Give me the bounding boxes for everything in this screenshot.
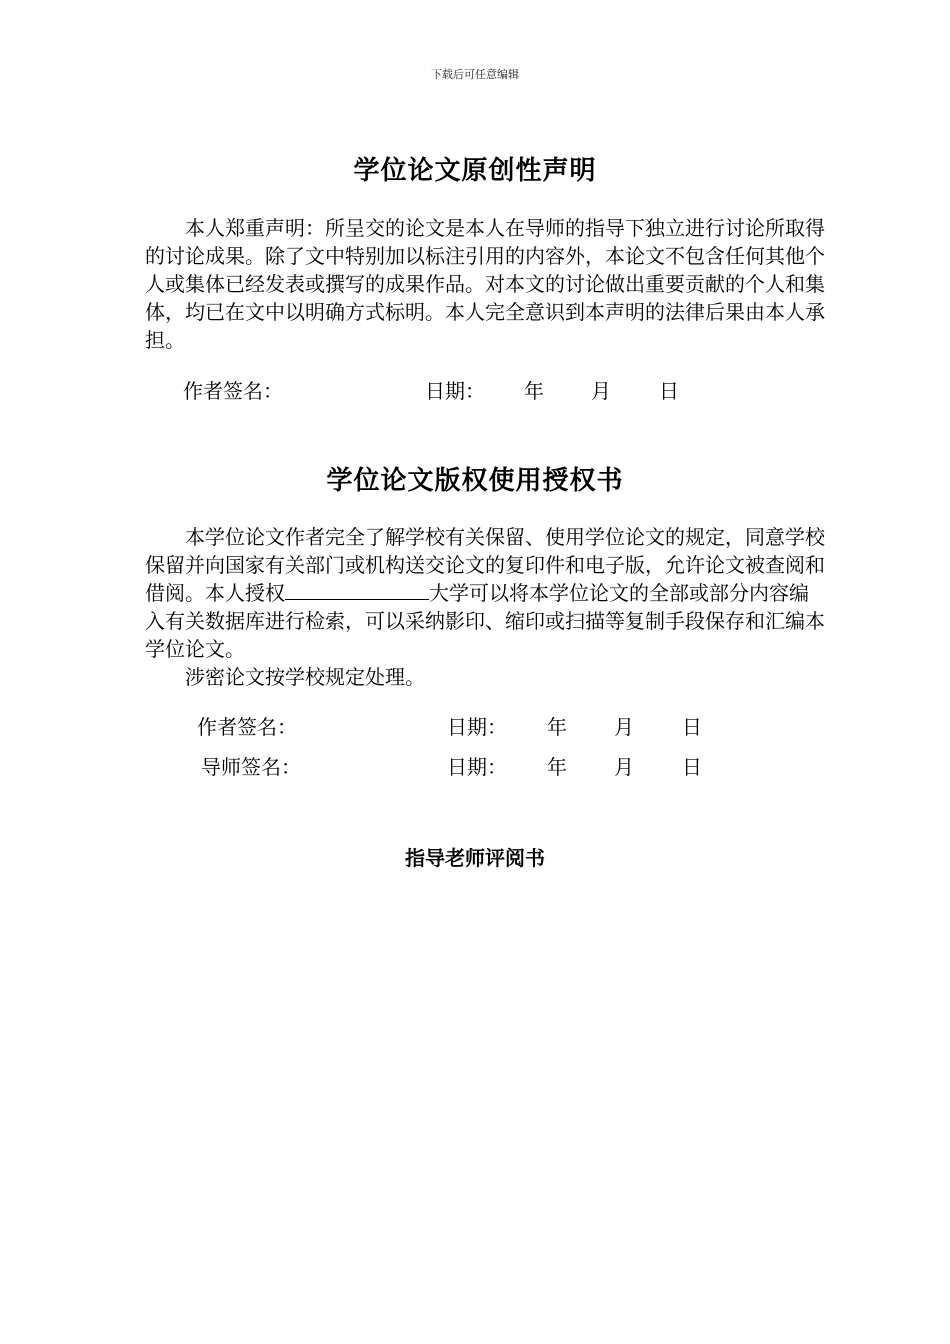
declaration-title: 学位论文原创性声明: [353, 156, 597, 186]
authorization-text-part2: 大学可以将本学位论文的全部或部分内容编入有关数据库进行检索，可以采纳影印、缩印或扫描等复制手段保存和汇编本学位论文。: [145, 581, 825, 661]
author-sign-label: 作者签名：: [183, 379, 283, 403]
author-sign-label: 作者签名：: [197, 715, 297, 739]
header-note: 下载后可任意编辑: [431, 68, 519, 81]
year-label: 年: [547, 755, 567, 779]
authorization-title: 学位论文版权使用授权书: [326, 466, 624, 496]
advisor-sign-row: [0, 753, 950, 781]
author-sign-row: [0, 713, 950, 741]
authorization-paragraph: [145, 523, 825, 691]
day-label: 日: [682, 755, 702, 779]
day-label: 日: [659, 379, 679, 403]
secret-note: 涉密论文按学校规定处理。: [185, 665, 425, 689]
authorization-text-part1: 本学位论文作者完全了解学校有关保留、使用学位论文的规定，同意学校保留并向国家有关部门或机构送交论文的复印件和电子版，允许论文被查阅和借阅。本人授权: [145, 525, 825, 605]
day-label: 日: [682, 715, 702, 739]
year-label: 年: [524, 379, 544, 403]
advisor-sign-label: 导师签名：: [201, 755, 301, 779]
year-label: 年: [547, 715, 567, 739]
university-blank: [285, 579, 429, 600]
review-title: 指导老师评阅书: [405, 846, 545, 870]
authorization-text: [145, 523, 825, 663]
month-label: 月: [591, 379, 611, 403]
declaration-sign-row: [0, 377, 950, 405]
month-label: 月: [614, 755, 634, 779]
declaration-text: 本人郑重声明：所呈交的论文是本人在导师的指导下独立进行讨论所取得的讨论成果。除了文中特别加以标注引用的内容外，本论文不包含任何其他个人或集体已经发表或撰写的成果作品。对本文的讨论做出重要贡献的个人和集体，均已在文中以明确方式标明。本人完全意识到本声明的法律后果由本人承担。: [145, 216, 825, 352]
date-label: 日期：: [447, 715, 507, 739]
date-label: 日期：: [447, 755, 507, 779]
declaration-paragraph: [145, 214, 825, 354]
month-label: 月: [614, 715, 634, 739]
date-label: 日期：: [425, 379, 485, 403]
